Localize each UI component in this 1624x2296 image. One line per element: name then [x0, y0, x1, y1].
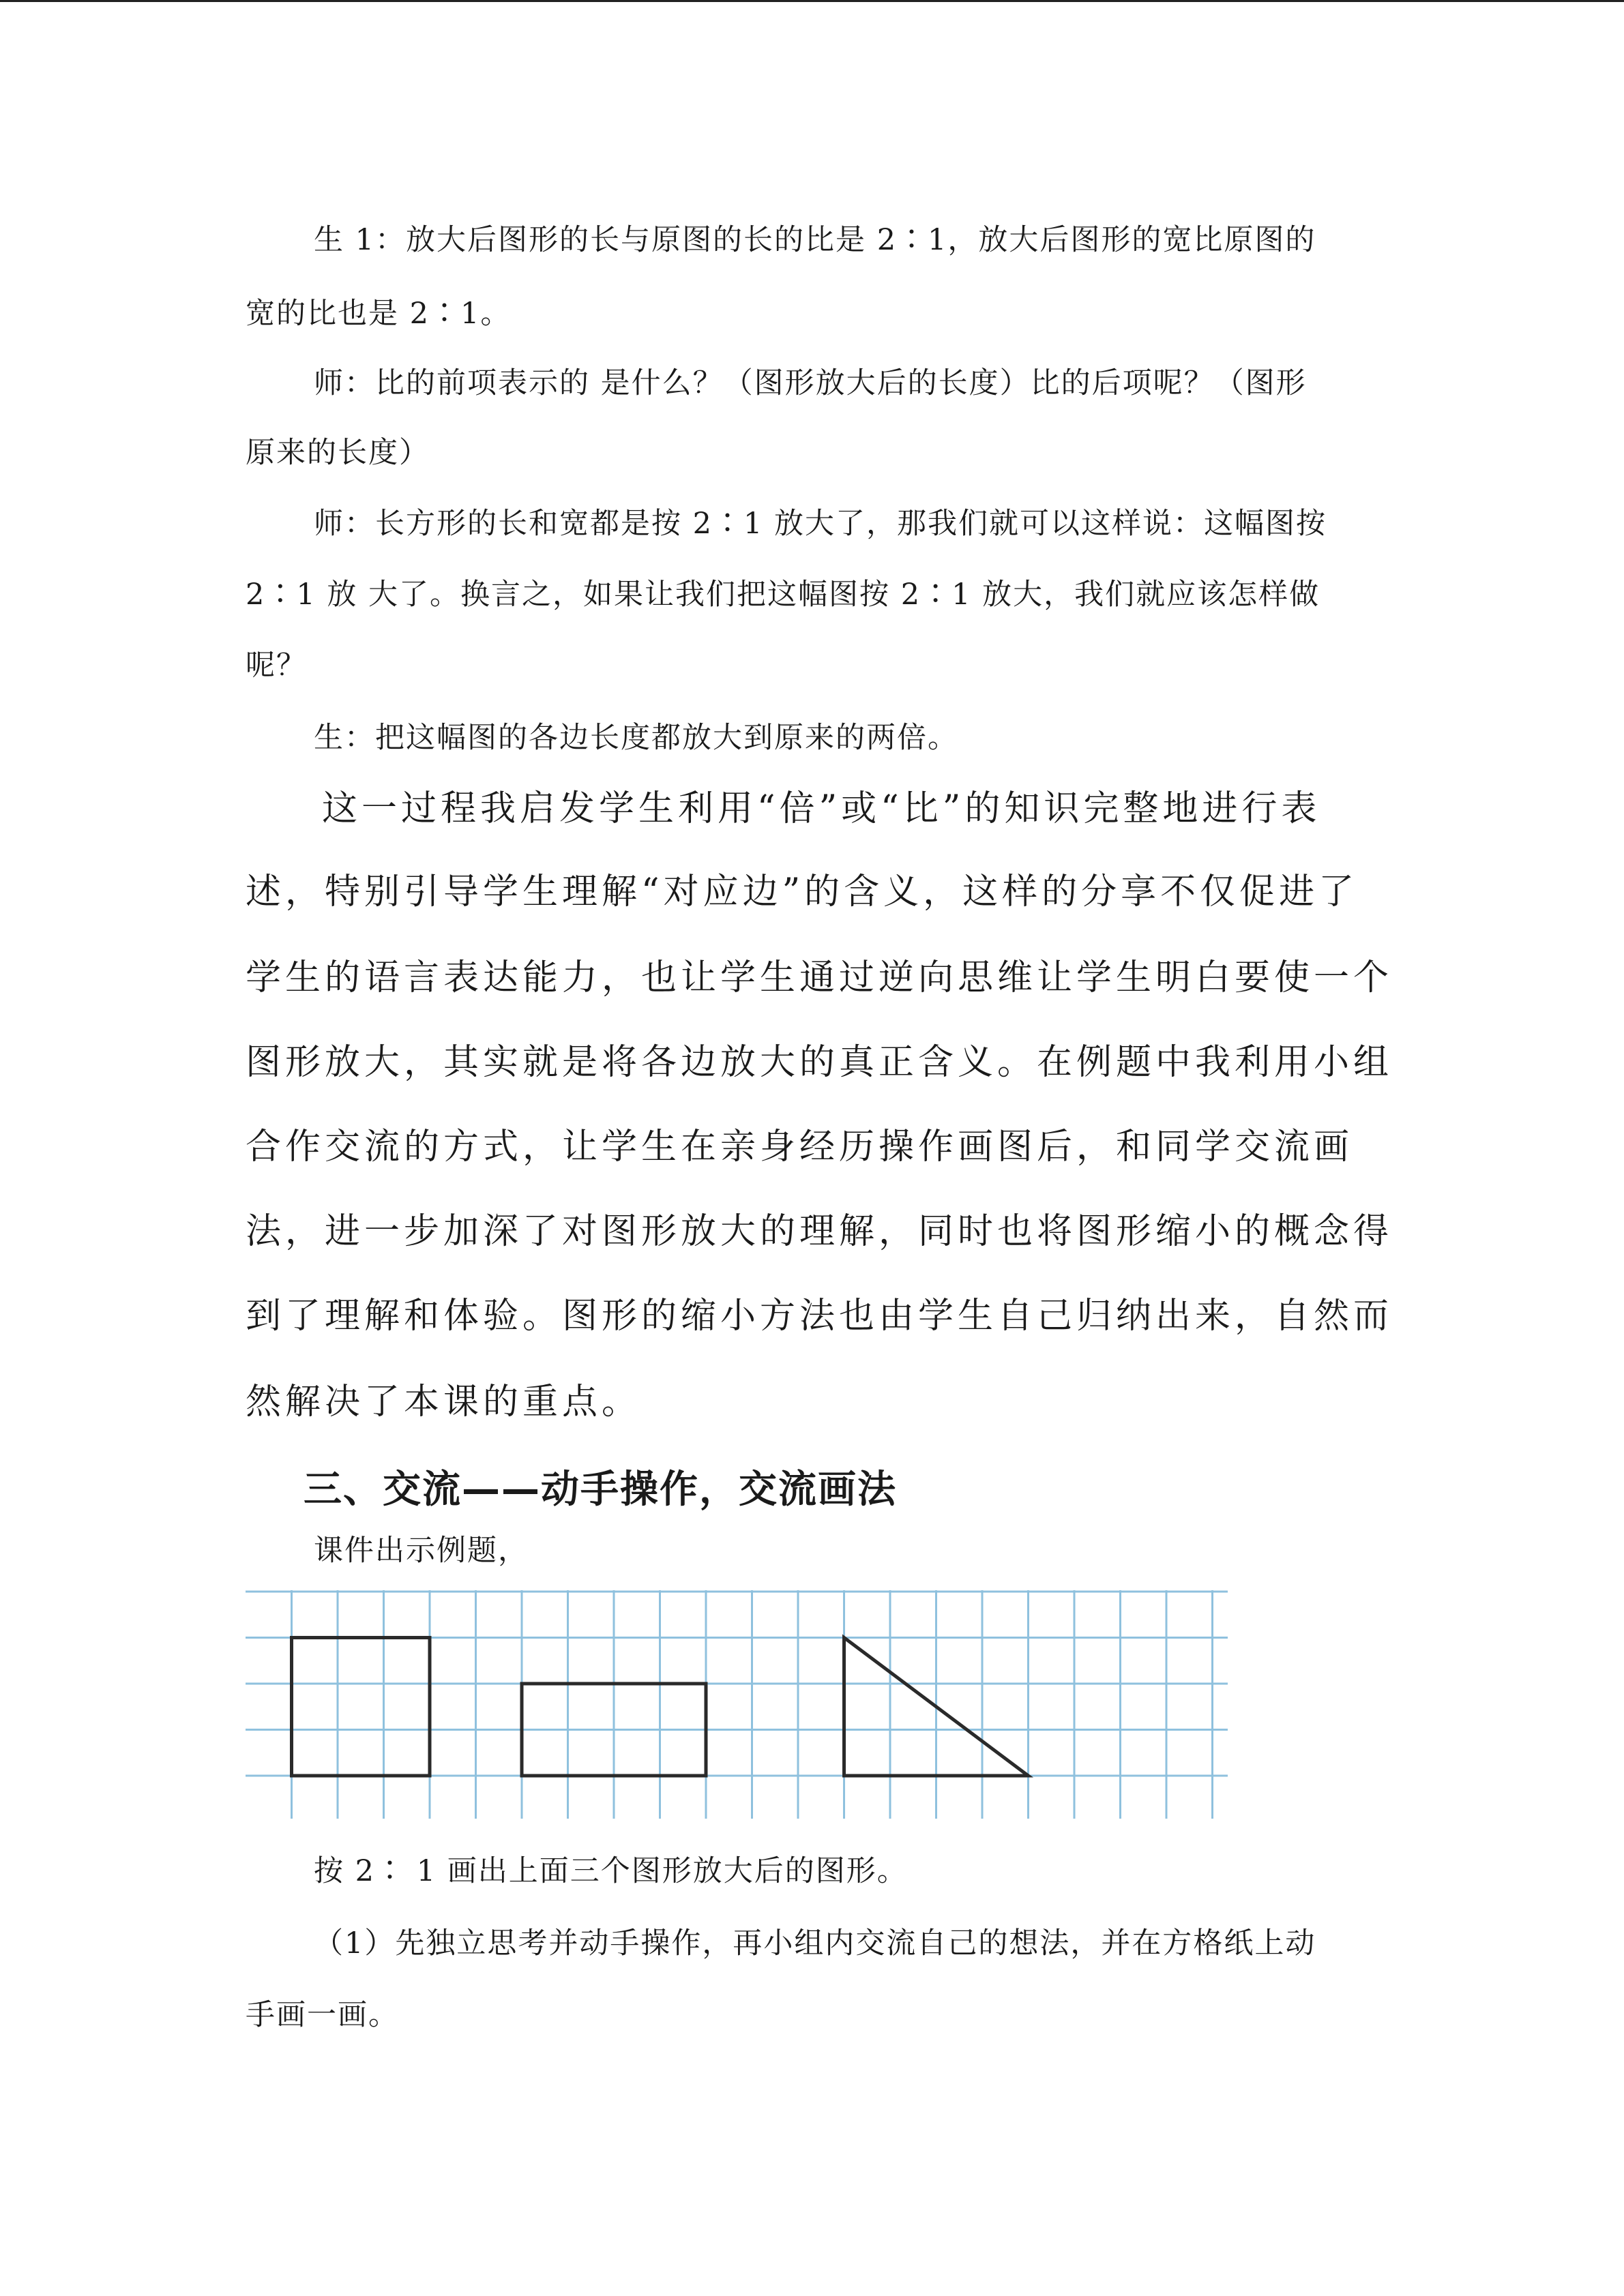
- student2-line: 生：把这幅图的各边长度都放大到原来的两倍。: [314, 721, 958, 755]
- teacher2-line1: 师：长方形的长和宽都是按 2∶1 放大了，那我们就可以这样说：这幅图按: [314, 507, 1327, 541]
- reflection-line-1: 这一过程我启发学生利用“倍”或“比”的知识完整地进行表: [322, 788, 1321, 829]
- step1-line2: 手画一画。: [246, 1998, 399, 2032]
- teacher2-line3: 呢？: [246, 648, 307, 683]
- step1-line1: （1）先独立思考并动手操作，再小组内交流自己的想法，并在方格纸上动: [314, 1926, 1316, 1960]
- shape-square: [292, 1638, 430, 1776]
- teacher2-line2: 2∶1 放 大了。换言之，如果让我们把这幅图按 2∶1 放大，我们就应该怎样做: [246, 578, 1320, 612]
- section-heading: 三、交流——动手操作，交流画法: [304, 1467, 897, 1512]
- grid-figure: [246, 1590, 1228, 1819]
- student1-line1: 生 1：放大后图形的长与原图的长的比是 2∶1，放大后图形的宽比原图的: [314, 223, 1316, 257]
- reflection-line-6: 法，进一步加深了对图形放大的理解，同时也将图形缩小的概念得: [246, 1211, 1393, 1252]
- teacher1-line1: 师：比的前项表示的 是什么？（图形放大后的长度）比的后项呢？（图形: [314, 366, 1307, 400]
- reflection-line-7: 到了理解和体验。图形的缩小方法也由学生自己归纳出来，自然而: [246, 1296, 1393, 1337]
- reflection-line-2: 述，特别引导学生理解“对应边”的含义，这样的分享不仅促进了: [246, 871, 1359, 912]
- reflection-line-3: 学生的语言表达能力，也让学生通过逆向思维让学生明白要使一个: [246, 957, 1393, 998]
- page-top-border: [0, 0, 1624, 2]
- grid-figure-svg: [246, 1590, 1228, 1819]
- teacher1-line2: 原来的长度）: [246, 436, 430, 470]
- task-text: 按 2∶ 1 画出上面三个图形放大后的图形。: [314, 1854, 908, 1888]
- reflection-line-8: 然解决了本课的重点。: [246, 1382, 642, 1422]
- reflection-line-5: 合作交流的方式，让学生在亲身经历操作画图后，和同学交流画: [246, 1127, 1354, 1167]
- grid-lines: [246, 1590, 1228, 1819]
- student1-line2: 宽的比也是 2∶1。: [246, 297, 512, 331]
- section-intro: 课件出示例题，: [314, 1534, 529, 1568]
- reflection-line-4: 图形放大，其实就是将各边放大的真正含义。在例题中我利用小组: [246, 1042, 1393, 1083]
